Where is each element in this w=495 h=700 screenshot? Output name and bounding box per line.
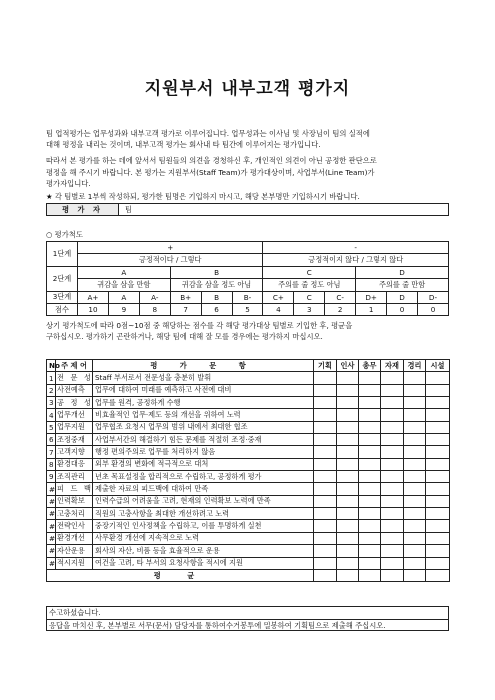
score-input-cell[interactable] (314, 557, 337, 569)
closing-box (46, 606, 449, 631)
score-input-cell[interactable] (314, 532, 337, 544)
intro-line: 따라서 본 평가를 하는 데에 앞서서 팀원들의 의견을 경청하신 후, 개인적인 의견이 아닌 공정한 판단으로 (46, 156, 377, 166)
score-value: 2 (325, 303, 356, 315)
row-no: 5 (47, 421, 56, 433)
score-input-cell[interactable] (359, 545, 381, 557)
instruction-note (46, 320, 456, 343)
row-question: 사무환경 개선에 지속적으로 노력 (93, 532, 314, 544)
row-keyword: 업무개선 (56, 409, 93, 421)
score-input-cell[interactable] (426, 372, 450, 384)
average-input-cell[interactable] (337, 569, 359, 581)
score-value: 10 (78, 303, 109, 315)
row-no: 6 (47, 434, 56, 446)
row-no: 9 (47, 471, 56, 483)
row-no: # (47, 532, 56, 544)
row-no: # (47, 545, 56, 557)
row-keyword: 업무지원 (56, 421, 93, 433)
score-input-cell[interactable] (359, 458, 381, 470)
score-input-cell[interactable] (426, 458, 450, 470)
score-input-cell[interactable] (337, 384, 359, 396)
table-row (47, 545, 450, 557)
score-input-cell[interactable] (381, 384, 404, 396)
stage3-grade: D (387, 291, 418, 303)
score-input-cell[interactable] (314, 471, 337, 483)
stage3-grade: C+ (263, 291, 294, 303)
average-input-cell[interactable] (359, 569, 381, 581)
score-value: 0 (417, 303, 448, 315)
average-row (47, 569, 450, 581)
score-input-cell[interactable] (404, 384, 426, 396)
stage1-label: 1단계 (47, 242, 78, 267)
intro-line: 평가자입니다. (46, 178, 91, 188)
row-keyword: 적시지원 (56, 557, 93, 569)
average-input-cell[interactable] (314, 569, 337, 581)
row-keyword: 환경개선 (56, 532, 93, 544)
score-input-cell[interactable] (381, 421, 404, 433)
score-label: 점수 (47, 303, 78, 315)
note-line: 상기 평가척도에 따라 0점~10점 중 해당하는 점수를 각 해당 평가대상 팀별로 기입한 후, 평균을 (46, 321, 353, 330)
score-input-cell[interactable] (404, 397, 426, 409)
score-input-cell[interactable] (404, 557, 426, 569)
score-input-cell[interactable] (426, 434, 450, 446)
row-question: 외부 환경의 변화에 적극적으로 대처 (93, 458, 314, 470)
row-keyword: 전략인사 (56, 520, 93, 532)
table-row (47, 508, 450, 520)
header-question: 평 가 문 항 (93, 360, 314, 372)
row-no: 2 (47, 384, 56, 396)
row-keyword: 피 드 백 (56, 483, 93, 495)
score-input-cell[interactable] (381, 545, 404, 557)
score-value: 8 (139, 303, 170, 315)
stage2-desc: 귀감을 삼을 정도 아님 (170, 279, 263, 291)
rater-table (46, 203, 449, 216)
stage2-grade: D (356, 266, 449, 278)
score-input-cell[interactable] (404, 495, 426, 507)
score-input-cell[interactable] (381, 532, 404, 544)
score-input-cell[interactable] (359, 446, 381, 458)
intro-line: 평정을 해 주시기 바랍니다. 본 평가는 지원부서(Staff Team)가 평가대상이며, 사업부서(Line Team)가 (46, 167, 375, 177)
row-question: 회사의 자산, 비품 등을 효율적으로 운용 (93, 545, 314, 557)
stage3-grade: B+ (170, 291, 201, 303)
score-input-cell[interactable] (359, 421, 381, 433)
table-row (47, 421, 450, 433)
row-question: 중장기적인 인사정책을 수립하고, 이를 투명하게 실천 (93, 520, 314, 532)
score-input-cell[interactable] (314, 458, 337, 470)
score-value: 7 (170, 303, 201, 315)
row-question: 제출한 자료의 피드백에 대하여 만족 (93, 483, 314, 495)
stage2-label: 2단계 (47, 266, 78, 291)
row-no: # (47, 483, 56, 495)
score-input-cell[interactable] (314, 520, 337, 532)
table-row (47, 384, 450, 396)
score-input-cell[interactable] (404, 421, 426, 433)
header-team: 시설 (426, 360, 450, 372)
average-input-cell[interactable] (426, 569, 450, 581)
score-input-cell[interactable] (426, 384, 450, 396)
score-value: 6 (201, 303, 232, 315)
score-input-cell[interactable] (404, 532, 426, 544)
score-input-cell[interactable] (337, 421, 359, 433)
row-question: 업무에 대하여 미래를 예측하고 사전에 대비 (93, 384, 314, 396)
row-question: 행정 편의주의로 업무를 처리하지 않음 (93, 446, 314, 458)
stage1-minus: - (263, 242, 449, 254)
score-input-cell[interactable] (314, 434, 337, 446)
row-no: # (47, 495, 56, 507)
score-input-cell[interactable] (426, 508, 450, 520)
score-input-cell[interactable] (404, 520, 426, 532)
row-question: 여건을 고려, 타 부서의 요청사항을 적시에 지원 (93, 557, 314, 569)
row-question: 사업부서간의 해결하기 힘든 문제를 적절히 조정·중재 (93, 434, 314, 446)
stage3-grade: D- (417, 291, 448, 303)
notice-text: ★ 각 팀별로 1부씩 작성하되, 평가한 팀명은 기입하지 마시고, 해당 본부명만 기입하시기 바랍니다. (46, 192, 360, 201)
score-input-cell[interactable] (426, 557, 450, 569)
stage3-grade: A+ (78, 291, 109, 303)
table-row (47, 495, 450, 507)
table-row (47, 532, 450, 544)
stage3-grade: B- (232, 291, 263, 303)
score-input-cell[interactable] (359, 483, 381, 495)
score-input-cell[interactable] (314, 495, 337, 507)
table-row (47, 557, 450, 569)
row-keyword: 사전예측 (56, 384, 93, 396)
score-input-cell[interactable] (404, 483, 426, 495)
header-keyword: 주 제 어 (56, 360, 93, 372)
score-input-cell[interactable] (359, 372, 381, 384)
score-input-cell[interactable] (337, 397, 359, 409)
score-input-cell[interactable] (381, 508, 404, 520)
score-input-cell[interactable] (381, 495, 404, 507)
stage1-plus-desc: 긍정적이다 / 그렇다 (78, 254, 263, 266)
score-input-cell[interactable] (426, 545, 450, 557)
header-team: 기획 (314, 360, 337, 372)
scale-table (46, 241, 449, 316)
row-question: 인력수급의 어려움을 고려, 현재의 인력확보 노력에 만족 (93, 495, 314, 507)
row-question: 업무협조 요청시 업무의 범위 내에서 최대한 협조 (93, 421, 314, 433)
score-input-cell[interactable] (359, 471, 381, 483)
closing-thanks: 수고하셨습니다. (49, 608, 101, 617)
note-line: 구하십시오. 평가하기 곤란하거나, 해당 팀에 대해 잘 모를 경우에는 평가하지 마십시오. (46, 332, 323, 342)
stage3-grade: A- (139, 291, 170, 303)
stage1-plus: + (78, 242, 263, 254)
score-input-cell[interactable] (426, 409, 450, 421)
score-input-cell[interactable] (359, 409, 381, 421)
score-input-cell[interactable] (359, 520, 381, 532)
score-value: 9 (108, 303, 139, 315)
table-row (47, 446, 450, 458)
row-keyword: 환경대응 (56, 458, 93, 470)
score-input-cell[interactable] (337, 557, 359, 569)
score-value: 3 (294, 303, 325, 315)
row-no: 8 (47, 458, 56, 470)
table-row (47, 471, 450, 483)
stage2-grade: B (170, 266, 263, 278)
row-keyword: 자산운용 (56, 545, 93, 557)
row-no: 3 (47, 397, 56, 409)
score-input-cell[interactable] (381, 397, 404, 409)
score-input-cell[interactable] (314, 384, 337, 396)
score-input-cell[interactable] (337, 508, 359, 520)
table-row (47, 434, 450, 446)
score-input-cell[interactable] (314, 446, 337, 458)
score-input-cell[interactable] (314, 409, 337, 421)
score-value: 1 (356, 303, 387, 315)
table-row (47, 483, 450, 495)
score-input-cell[interactable] (404, 471, 426, 483)
score-input-cell[interactable] (381, 458, 404, 470)
score-input-cell[interactable] (381, 483, 404, 495)
score-input-cell[interactable] (426, 532, 450, 544)
stage2-desc: 주의를 줄 정도 아님 (263, 279, 356, 291)
score-input-cell[interactable] (337, 495, 359, 507)
row-keyword: 인력확보 (56, 495, 93, 507)
header-team: 경리 (404, 360, 426, 372)
header-team: 인사 (337, 360, 359, 372)
row-no: # (47, 508, 56, 520)
score-value: 4 (263, 303, 294, 315)
header-team: 자재 (381, 360, 404, 372)
score-value: 5 (232, 303, 263, 315)
score-input-cell[interactable] (426, 446, 450, 458)
score-input-cell[interactable] (337, 372, 359, 384)
score-input-cell[interactable] (404, 372, 426, 384)
score-input-cell[interactable] (337, 520, 359, 532)
score-input-cell[interactable] (359, 434, 381, 446)
score-input-cell[interactable] (426, 520, 450, 532)
row-keyword: 조직관리 (56, 471, 93, 483)
score-input-cell[interactable] (404, 458, 426, 470)
average-label: 평 균 (47, 569, 314, 581)
stage2-grade: A (78, 266, 171, 278)
closing-instruction: 응답을 마치신 후, 본부별로 서무(문서) 담당자를 통하여수거봉투에 밀봉하여 기획팀으로 제출해 주십시오. (47, 619, 448, 631)
row-no: # (47, 520, 56, 532)
table-row (47, 372, 450, 384)
score-input-cell[interactable] (337, 434, 359, 446)
score-input-cell[interactable] (404, 409, 426, 421)
row-question: 년초 목표설정을 합리적으로 수립하고, 공정하게 평가 (93, 471, 314, 483)
score-input-cell[interactable] (381, 372, 404, 384)
scale-title: ○ 평가척도 (46, 230, 83, 239)
score-input-cell[interactable] (381, 520, 404, 532)
stage3-label: 3단계 (47, 291, 78, 303)
intro-text (46, 128, 456, 194)
average-input-cell[interactable] (404, 569, 426, 581)
score-input-cell[interactable] (381, 434, 404, 446)
row-keyword: 고객지향 (56, 446, 93, 458)
eval-header-row (47, 360, 450, 372)
table-row (47, 458, 450, 470)
score-input-cell[interactable] (426, 483, 450, 495)
row-no: 4 (47, 409, 56, 421)
row-keyword: 공 정 성 (56, 397, 93, 409)
score-input-cell[interactable] (426, 495, 450, 507)
evaluation-table (46, 359, 450, 582)
stage3-grade: A (108, 291, 139, 303)
stage3-grade: C- (325, 291, 356, 303)
score-input-cell[interactable] (314, 508, 337, 520)
score-input-cell[interactable] (404, 446, 426, 458)
table-row (47, 397, 450, 409)
stage2-grade: C (263, 266, 356, 278)
table-row (47, 520, 450, 532)
score-input-cell[interactable] (381, 471, 404, 483)
intro-line: 대해 평정을 내리는 것이며, 내부고객 평가는 회사내 타 팀간에 이루어지는 평가입니다. (46, 140, 321, 150)
score-input-cell[interactable] (337, 471, 359, 483)
rater-label: 평 가 자 (47, 204, 119, 216)
score-input-cell[interactable] (337, 446, 359, 458)
score-input-cell[interactable] (314, 372, 337, 384)
rater-team-field[interactable]: 팀 (119, 204, 449, 216)
row-question: 업무를 원격, 공정하게 수행 (93, 397, 314, 409)
intro-paragraph-1 (46, 128, 456, 150)
average-input-cell[interactable] (381, 569, 404, 581)
score-input-cell[interactable] (404, 434, 426, 446)
intro-paragraph-2 (46, 155, 456, 189)
stage3-grade: C (294, 291, 325, 303)
score-input-cell[interactable] (314, 397, 337, 409)
score-input-cell[interactable] (337, 483, 359, 495)
score-input-cell[interactable] (314, 545, 337, 557)
score-input-cell[interactable] (359, 384, 381, 396)
score-input-cell[interactable] (426, 397, 450, 409)
header-team: 총무 (359, 360, 381, 372)
score-input-cell[interactable] (337, 532, 359, 544)
score-input-cell[interactable] (359, 495, 381, 507)
stage1-minus-desc: 긍정적이지 않다 / 그렇지 않다 (263, 254, 449, 266)
row-question: 비효율적인 업무·제도 등의 개선을 위하여 노력 (93, 409, 314, 421)
row-no: 1 (47, 372, 56, 384)
score-value: 0 (387, 303, 418, 315)
row-question: Staff 부서로서 전문성을 충분히 발휘 (93, 372, 314, 384)
row-question: 직원의 고충사항을 최대한 개선하려고 노력 (93, 508, 314, 520)
score-input-cell[interactable] (359, 532, 381, 544)
row-keyword: 조정중재 (56, 434, 93, 446)
intro-line: 팀 업적평가는 업무성과와 내부고객 평가로 이루어집니다. 업무성과는 이사님 및 사장님이 팀의 실적에 (46, 129, 370, 138)
page-title: 지원부서 내부고객 평가지 (144, 79, 351, 99)
score-input-cell[interactable] (426, 471, 450, 483)
stage3-grade: D+ (356, 291, 387, 303)
score-input-cell[interactable] (337, 458, 359, 470)
table-row (47, 409, 450, 421)
row-no: # (47, 557, 56, 569)
score-input-cell[interactable] (359, 508, 381, 520)
stage2-desc: 주의를 줄 만함 (356, 279, 449, 291)
score-input-cell[interactable] (381, 409, 404, 421)
score-input-cell[interactable] (337, 545, 359, 557)
score-input-cell[interactable] (359, 557, 381, 569)
score-input-cell[interactable] (426, 421, 450, 433)
score-input-cell[interactable] (314, 483, 337, 495)
score-input-cell[interactable] (381, 557, 404, 569)
stage2-desc: 귀감을 삼을 만함 (78, 279, 171, 291)
header-no: No (47, 360, 56, 372)
score-input-cell[interactable] (337, 409, 359, 421)
row-keyword: 전 문 성 (56, 372, 93, 384)
score-input-cell[interactable] (359, 397, 381, 409)
row-no: 7 (47, 446, 56, 458)
row-keyword: 고충처리 (56, 508, 93, 520)
score-input-cell[interactable] (314, 421, 337, 433)
score-input-cell[interactable] (404, 508, 426, 520)
score-input-cell[interactable] (404, 545, 426, 557)
stage3-grade: B (201, 291, 232, 303)
score-input-cell[interactable] (381, 446, 404, 458)
